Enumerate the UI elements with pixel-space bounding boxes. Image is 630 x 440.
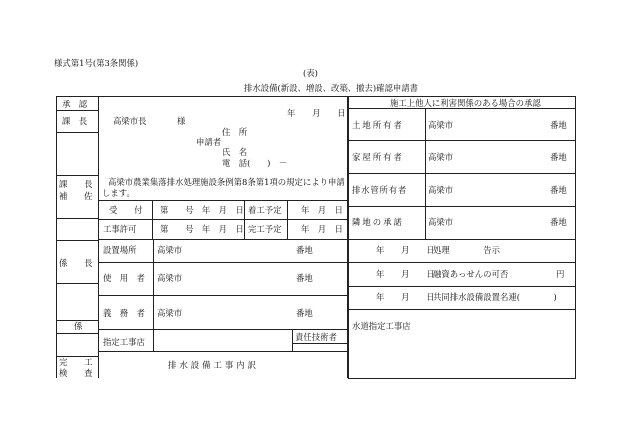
owner-row-city: 高梁市 [428,217,454,227]
addressee: 高梁市長 [113,116,147,126]
user-row-label: 使 用 者 [103,273,145,283]
application-date: 年 月 日 [287,108,346,118]
address-label: 住 所 [222,127,248,137]
obligor-row-label: 義 務 者 [103,308,145,318]
staff-chief-label: 係 長 [59,258,93,268]
receipt-label: 受 付 [109,205,143,215]
owner-row-label: 家屋所有者 [352,152,404,162]
user-row-suffix: 番地 [296,273,313,283]
note-row-date: 年 月 日 [376,269,435,279]
phone-label: 電 話( ) － [222,158,288,168]
page-title: 排水設備(新設、増設、改築、撤去)確認申請書 [244,83,419,93]
permit-label: 工事許可 [103,224,137,234]
form-number: 様式第1号(第3条関係) [54,58,139,68]
finish-value: 年 月 日 [301,224,343,234]
staff-label: 係 [74,321,83,331]
permit-value: 第 号 年 月 日 [160,224,244,234]
owner-row-suffix: 番地 [550,185,567,195]
note-row-text: 処理 告示 [433,245,500,255]
name-label: 氏 名 [222,147,248,157]
completion-label-2: 検 査 [59,368,93,378]
application-body-line2: します。 [102,188,135,198]
addressee-suffix: 様 [177,116,186,126]
completion-label-1: 完 工 [59,357,93,367]
owner-row-suffix: 番地 [550,152,567,162]
owner-row-city: 高梁市 [428,185,454,195]
approval-label: 承 認 [62,99,88,109]
section-chief-assistant-label-1: 課 長 [59,179,93,189]
obligor-row-city: 高梁市 [157,308,183,318]
owner-row-city: 高梁市 [428,120,454,130]
note-row-text: 融資あっせんの可否 [433,269,509,279]
start-value: 年 月 日 [301,205,343,215]
owner-row-suffix: 番地 [550,217,567,227]
location-row-label: 設置場所 [103,245,137,255]
note-row-date: 年 月 日 [376,245,435,255]
owner-row-suffix: 番地 [550,120,567,130]
applicant-label: 申請者 [196,137,222,147]
owner-row-city: 高梁市 [428,152,454,162]
water-contractor-label: 水道指定工事店 [352,321,411,331]
application-body-line1: 高梁市農業集落排水処理施設条例第8条第1項の規定により申請 [108,177,345,187]
owner-row-label: 排水管所有者 [352,185,408,195]
right-panel-heading: 施工上他人に利害関係のある場合の承認 [390,98,541,108]
note-row-extra: 円 [556,269,565,279]
section-chief-assistant-label-2: 補 佐 [59,191,93,201]
start-label: 着工予定 [248,205,282,215]
note-row-date: 年 月 日 [376,292,435,302]
owner-row-label: 隣地の承諾 [352,217,404,227]
engineer-label: 責任技術者 [295,332,337,342]
note-row-text: 共同排水設備設置名連( ) [433,292,557,302]
location-row-suffix: 番地 [296,245,313,255]
content-heading: 排水設備工事内訳 [168,360,259,370]
receipt-value: 第 号 年 月 日 [160,205,244,215]
contractor-label: 指定工事店 [103,337,145,347]
user-row-city: 高梁市 [157,273,183,283]
owner-row-label: 土地所有者 [352,120,404,130]
section-chief-label: 課 長 [62,116,88,126]
finish-label: 完工予定 [248,224,282,234]
side-label: (表) [303,68,318,78]
location-row-city: 高梁市 [157,245,183,255]
obligor-row-suffix: 番地 [296,308,313,318]
